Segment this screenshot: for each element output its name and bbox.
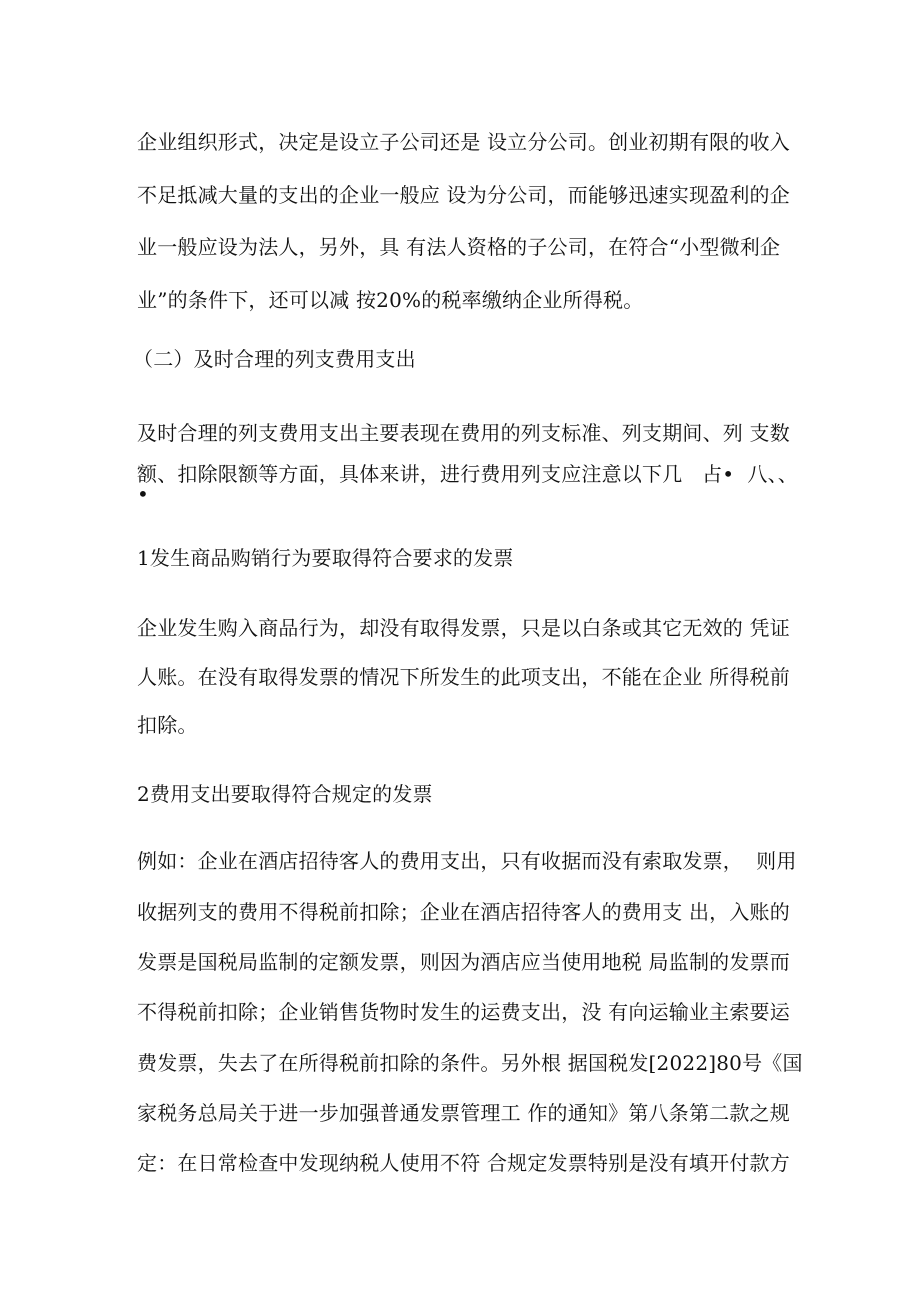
paragraph-4-line-3: 发票是国税局监制的定额发票，则因为酒店应当使用地税 局监制的发票而 — [137, 950, 790, 974]
item-1-title: 1发生商品购销行为要取得符合要求的发票 — [137, 546, 514, 570]
paragraph-2-line-2: 额、扣除限额等方面，具体来讲，进行费用列支应注意以下几 占• 八、、 — [137, 462, 798, 486]
paragraph-2-line-3: • — [137, 482, 149, 506]
paragraph-3-line-2: 人账。在没有取得发票的情况下所发生的此项支出，不能在企业 所得税前 — [137, 665, 790, 689]
paragraph-1-line-3: 业一般应设为法人，另外，具 有法人资格的子公司，在符合“小型微利企 — [137, 235, 781, 259]
item-2-title: 2费用支出要取得符合规定的发票 — [137, 782, 433, 806]
paragraph-4-line-4: 不得税前扣除；企业销售货物时发生的运费支出，没 有向运输业主索要运 — [137, 1000, 790, 1024]
paragraph-2-line-1: 及时合理的列支费用支出主要表现在费用的列支标准、列支期间、列 支数 — [137, 421, 790, 445]
paragraph-4-line-1: 例如：企业在酒店招待客人的费用支出，只有收据而没有索取发票， 则用 — [137, 849, 797, 873]
paragraph-3-line-1: 企业发生购入商品行为，却没有取得发票，只是以白条或其它无效的 凭证 — [137, 616, 790, 640]
section-heading: （二）及时合理的列支费用支出 — [133, 347, 416, 371]
paragraph-4-line-5: 费发票，失去了在所得税前扣除的条件。另外根 据国税发[2022]80号《国 — [137, 1051, 803, 1075]
paragraph-1-line-4: 业”的条件下，还可以减 按20%的税率缴纳企业所得税。 — [137, 288, 644, 312]
paragraph-1-line-2: 不足抵减大量的支出的企业一般应 设为分公司，而能够迅速实现盈利的企 — [137, 183, 790, 207]
paragraph-1-line-1: 企业组织形式，决定是设立子公司还是 设立分公司。创业初期有限的收入 — [137, 130, 790, 154]
paragraph-3-line-3: 扣除。 — [137, 713, 198, 737]
paragraph-4-line-2: 收据列支的费用不得税前扣除；企业在酒店招待客人的费用支 出，入账的 — [137, 900, 790, 924]
paragraph-4-line-7: 定：在日常检查中发现纳税人使用不符 合规定发票特别是没有填开付款方 — [137, 1151, 790, 1175]
paragraph-4-line-6: 家税务总局关于进一步加强普通发票管理工 作的通知》第八条第二款之规 — [137, 1101, 790, 1125]
